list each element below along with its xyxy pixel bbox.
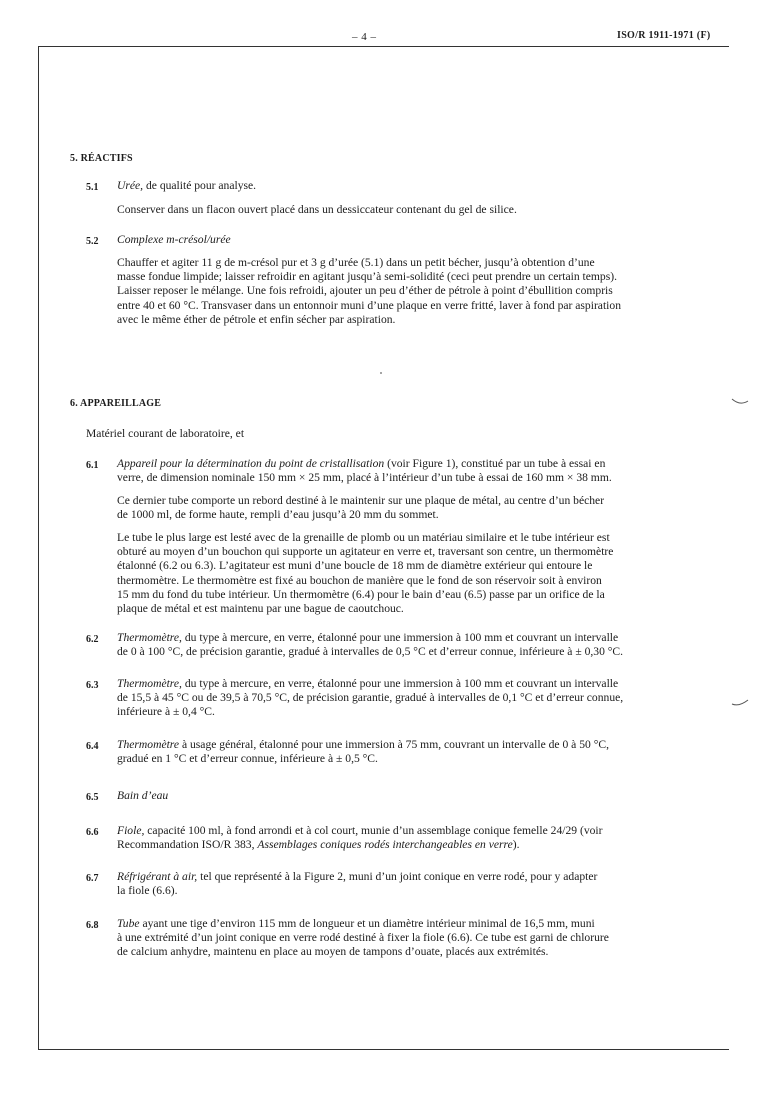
item-6-1-paragraph-3: Le tube le plus large est lesté avec de la grenaille de plomb ou un matériau similaire et le tube intérieur est obturé au moyen d’un bouchon qui supporte un agitateur en verre et, traversant son centre, un thermomètre étalonné (6.2 ou 6.3). L’agitateur est muni d’une boucle de 18 mm de diamètre extérieur qui entoure le thermomètre. Le thermomètre est fixé au bouchon de manière que le fond de son réservoir soit à environ 15 mm du fond du tube intérieur. Un thermomètre (6.4) pour le bain d’eau (6.5) passe par un orifice de la plaque de métal et est maintenu par une bague de caoutchouc. bbox=[117, 531, 614, 616]
item-6-1-paragraph-2: Ce dernier tube comporte un rebord destiné à le maintenir sur une plaque de métal, au centre d’un bécher de 1000 ml, de forme haute, rempli d’eau jusqu’à 20 mm du sommet. bbox=[117, 494, 605, 522]
section-5-heading: 5. RÉACTIFS bbox=[70, 153, 133, 164]
item-5-2-paragraph: Chauffer et agiter 11 g de m-crésol pur et 3 g d’urée (5.1) dans un petit bécher, jusqu’à obtention d’une masse fondue limpide; laisser refroidir en agitant jusqu’à semi-solidité (ceci peut prendre un certain temps). Laisser reposer le mélange. Une fois refroidi, ajouter un peu d’éther de pétrole à point d’ébullition compris entre 40 et 60 °C. Transvaser dans un entonnoir muni d’une plaque en verre fritté, laver à fond par aspiration avec le même éther de pétrole et enfin sécher par aspiration. bbox=[117, 256, 621, 326]
scan-speck bbox=[380, 372, 382, 374]
item-6-4-text: Thermomètre à usage général, étalonné pour une immersion à 75 mm, couvrant un intervalle de 0 à 50 °C, gradué en 1 °C et d’erreur connue, inférieure à ± 0,5 °C. bbox=[117, 738, 609, 766]
item-6-2-text: Thermomètre, du type à mercure, en verre, étalonné pour une immersion à 100 mm et couvrant un intervalle de 0 à 100 °C, de précision garantie, gradué à intervalles de 0,5 °C et d’erreur connue, inférieure à ± 0,30 °C. bbox=[117, 631, 624, 659]
margin-mark-1 bbox=[730, 395, 750, 407]
item-6-8-number: 6.8 bbox=[86, 920, 99, 931]
item-6-7-text: Réfrigérant à air, tel que représenté à la Figure 2, muni d’un joint conique en verre rodé, pour y adapter la fiole (6.6). bbox=[117, 870, 598, 898]
item-6-8-text: Tube ayant une tige d’environ 115 mm de longueur et un diamètre intérieur minimal de 16,5 mm, muni à une extrémité d’un joint conique en verre rodé destiné à fixer la fiole (6.6). Ce tube est garni de chlorure de calcium anhydre, maintenu en place au moyen de tampons d’ouate, placés aux extrémités. bbox=[117, 917, 609, 959]
item-6-6-text: Fiole, capacité 100 ml, à fond arrondi et à col court, munie d’un assemblage conique femelle 24/29 (voir Recommandation ISO/R 383, Assemblages coniques rodés interchangeables en verre). bbox=[117, 824, 603, 852]
item-5-1-number: 5.1 bbox=[86, 182, 99, 193]
item-6-5-number: 6.5 bbox=[86, 792, 99, 803]
section-6-heading: 6. APPAREILLAGE bbox=[70, 398, 162, 409]
item-5-1-text: Urée, de qualité pour analyse. bbox=[117, 179, 257, 192]
item-5-2-title: Complexe m-crésol/urée bbox=[117, 233, 231, 246]
section-6-intro: Matériel courant de laboratoire, et bbox=[86, 427, 245, 440]
margin-mark-2 bbox=[730, 695, 750, 709]
item-5-1-paragraph: Conserver dans un flacon ouvert placé dans un dessiccateur contenant du gel de silice. bbox=[117, 203, 517, 216]
item-6-3-number: 6.3 bbox=[86, 680, 99, 691]
item-5-2-number: 5.2 bbox=[86, 236, 99, 247]
item-6-2-number: 6.2 bbox=[86, 634, 99, 645]
document-reference: ISO/R 1911-1971 (F) bbox=[617, 30, 711, 41]
item-6-6-number: 6.6 bbox=[86, 827, 99, 838]
item-6-4-number: 6.4 bbox=[86, 741, 99, 752]
item-6-3-text: Thermomètre, du type à mercure, en verre, étalonné pour une immersion à 100 mm et couvrant un intervalle de 15,5 à 45 °C ou de 39,5 à 70,5 °C, de précision garantie, gradué à intervalles de 0,1 °C et d’erreur connue, inférieure à ± 0,4 °C. bbox=[117, 677, 624, 719]
item-6-1-number: 6.1 bbox=[86, 460, 99, 471]
item-6-1-text: Appareil pour la détermination du point de cristallisation (voir Figure 1), constitué par un tube à essai en verre, de dimension nominale 150 mm × 25 mm, placé à l’intérieur d’un tube à essai de 160 mm × 38 mm. bbox=[117, 457, 612, 485]
item-6-5-text: Bain d’eau bbox=[117, 789, 169, 802]
item-6-7-number: 6.7 bbox=[86, 873, 99, 884]
page-number: – 4 – bbox=[352, 31, 377, 43]
